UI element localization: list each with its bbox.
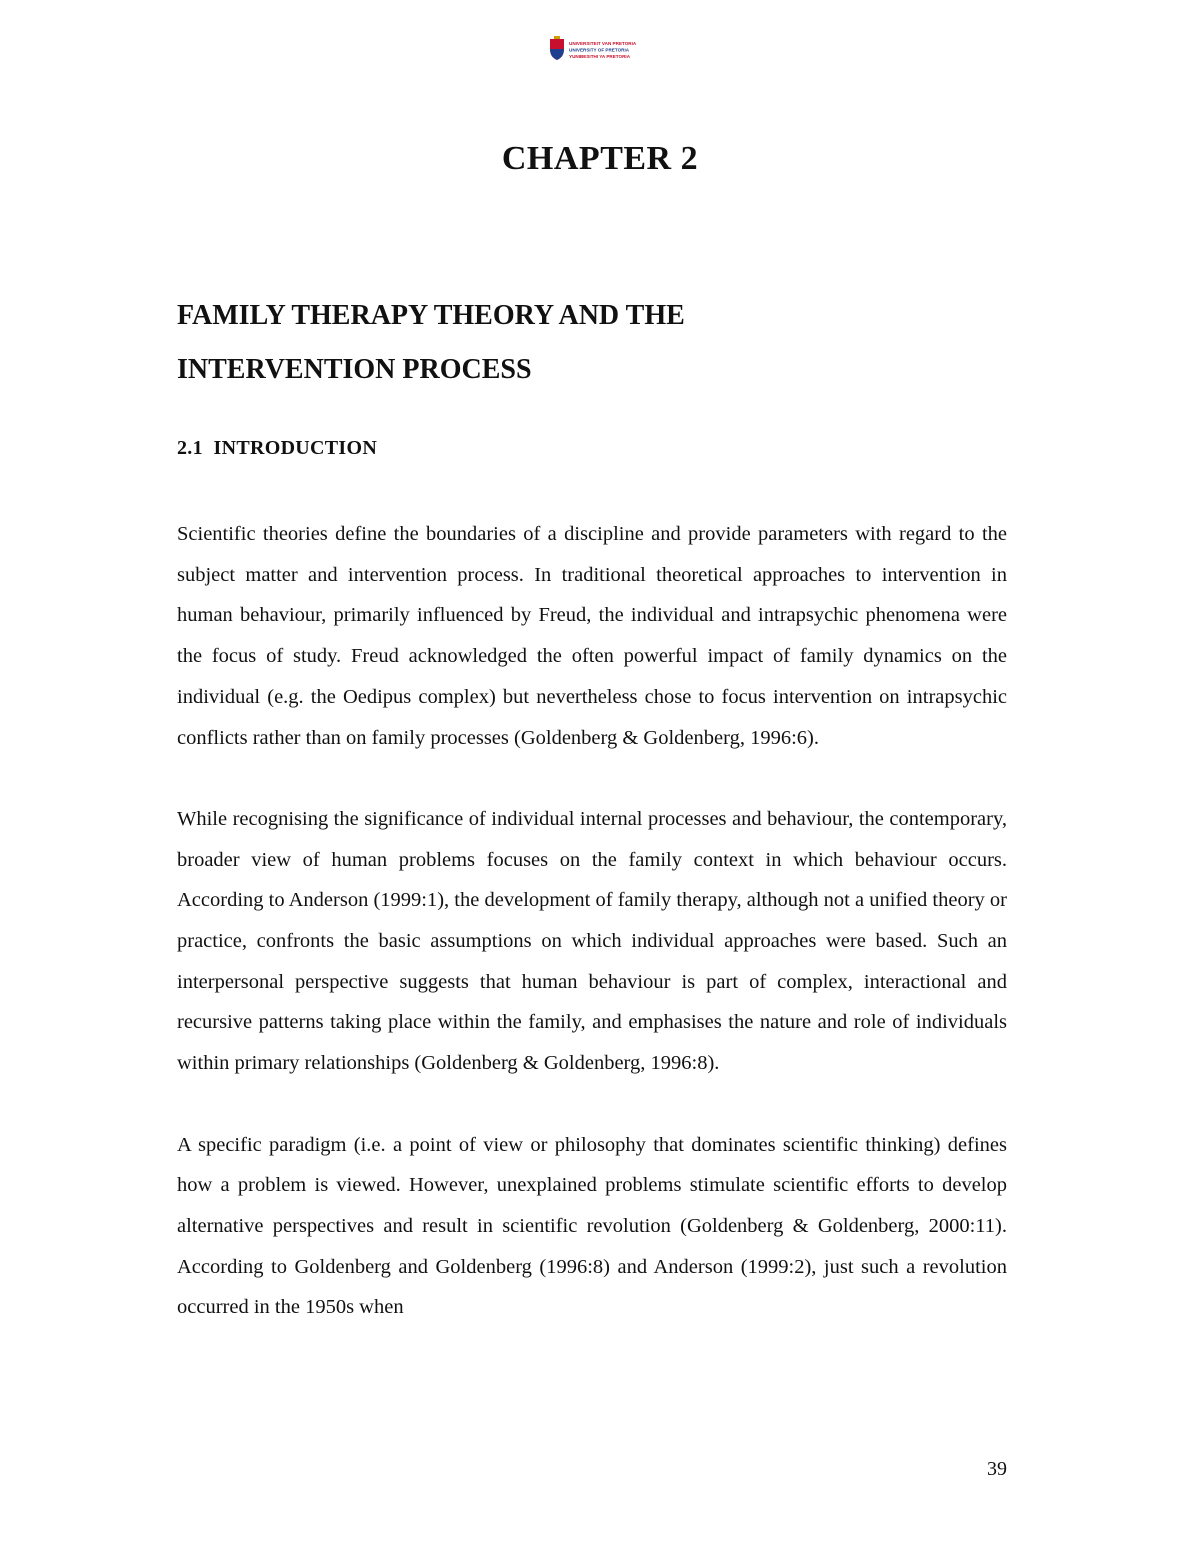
page-number: 39: [987, 1458, 1007, 1480]
chapter-title: CHAPTER 2: [501, 140, 699, 177]
section-heading: 2.1 INTRODUCTION: [177, 437, 378, 459]
paragraph: A specific paradigm (i.e. a point of view or philosophy that dominates scientific thinking) defines how a problem is viewed. However, unexplained problems stimulate scientific efforts to develop alternative perspectives and result in scientific revolution (Goldenberg & Goldenberg, 2000:11). According to Goldenberg and Goldenberg (1996:8) and Anderson (1999:2), just such a revolution occurred in the 1950s when: [177, 1133, 1007, 1319]
paragraph: Scientific theories define the boundaries of a discipline and provide parameters with regard to the subject matter and intervention process. In traditional theoretical approaches to intervention in human behaviour, primarily influenced by Freud, the individual and intrapsychic phenomena were the focus of study. Freud acknowledged the often powerful impact of family dynamics on the individual (e.g. the Oedipus complex) but nevertheless chose to focus intervention on intrapsychic conflicts rather than on family processes (Goldenberg & Goldenberg, 1996:6).: [177, 523, 1007, 749]
university-logo: [548, 36, 654, 62]
university-crest-icon: [548, 36, 654, 62]
main-heading-line-1: FAMILY THERAPY THEORY AND THE: [177, 300, 685, 331]
logo-line-1: UNIVERSITEIT VAN PRETORIA: [569, 41, 637, 46]
paragraph: While recognising the significance of individual internal processes and behaviour, the contemporary, broader view of human problems focuses on the family context in which behaviour occurs. According to Anderson (1999:1), the development of family therapy, although not a unified theory or practice, confronts the basic assumptions on which individual approaches were based. Such an interpersonal perspective suggests that human behaviour is part of complex, interactional and recursive patterns taking place within the family, and emphasises the nature and role of individuals within primary relationships (Goldenberg & Goldenberg, 1996:8).: [177, 807, 1007, 1075]
main-heading: [177, 289, 1007, 397]
logo-line-3: YUNIBESITHI YA PRETORIA: [569, 54, 631, 59]
body-text: [177, 514, 1007, 1369]
logo-line-2: UNIVERSITY OF PRETORIA: [569, 47, 630, 53]
main-heading-line-2: INTERVENTION PROCESS: [177, 354, 532, 385]
